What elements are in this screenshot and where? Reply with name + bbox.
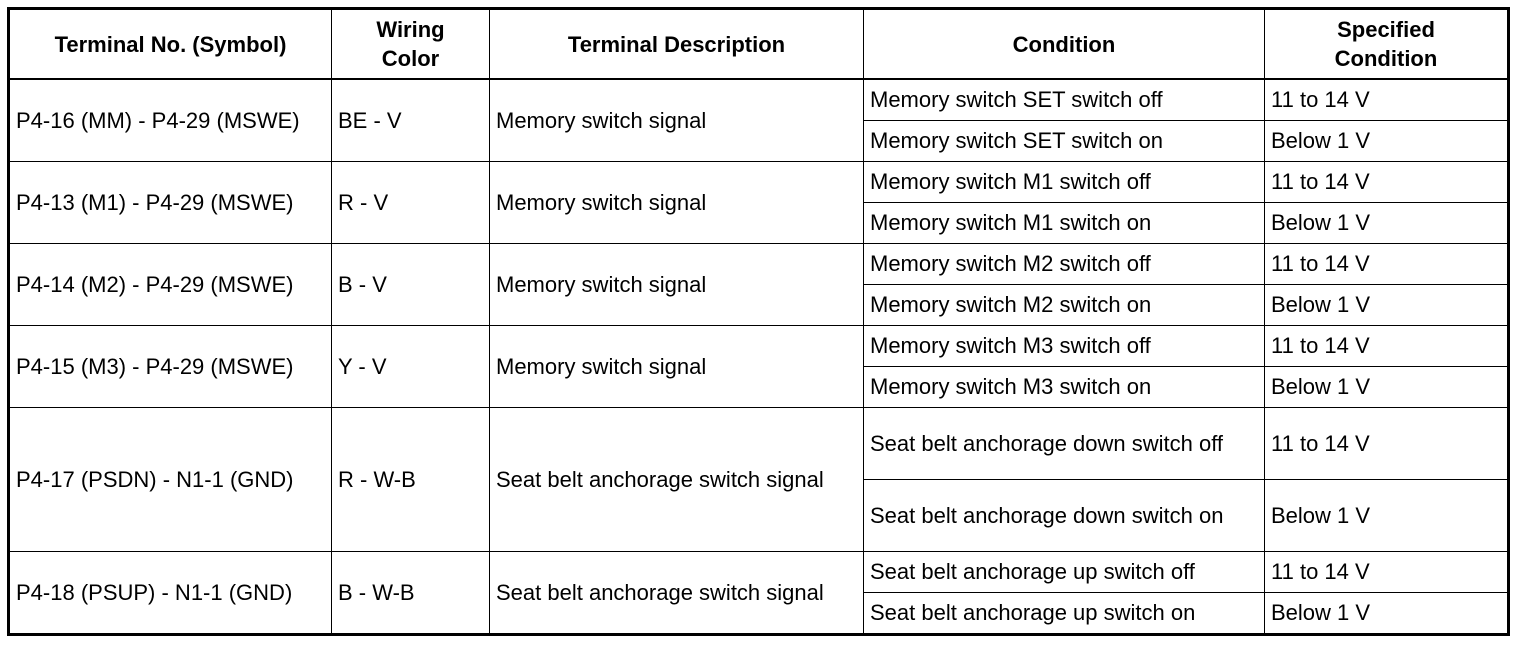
wiring-color-cell: B - V [332,244,490,326]
terminal-spec-table-wrapper [7,7,1510,636]
condition-cell: Memory switch SET switch off [864,79,1265,121]
header-terminal-no: Terminal No. (Symbol) [9,9,332,80]
description-cell: Memory switch signal [490,244,864,326]
condition-cell: Seat belt anchorage down switch off [864,408,1265,480]
table-row [9,552,1509,593]
condition-cell: Memory switch M3 switch on [864,367,1265,408]
terminal-cell: P4-18 (PSUP) - N1-1 (GND) [9,552,332,635]
description-cell: Memory switch signal [490,162,864,244]
description-cell: Seat belt anchorage switch signal [490,408,864,552]
specified-condition-cell: 11 to 14 V [1265,79,1509,121]
terminal-spec-table [7,7,1510,636]
specified-condition-cell: Below 1 V [1265,480,1509,552]
description-cell: Seat belt anchorage switch signal [490,552,864,635]
condition-cell: Memory switch SET switch on [864,121,1265,162]
condition-cell: Seat belt anchorage down switch on [864,480,1265,552]
specified-condition-cell: Below 1 V [1265,593,1509,635]
terminal-cell: P4-15 (M3) - P4-29 (MSWE) [9,326,332,408]
condition-cell: Memory switch M2 switch off [864,244,1265,285]
specified-condition-cell: 11 to 14 V [1265,244,1509,285]
wiring-color-cell: Y - V [332,326,490,408]
wiring-color-cell: R - V [332,162,490,244]
description-cell: Memory switch signal [490,326,864,408]
specified-condition-cell: 11 to 14 V [1265,408,1509,480]
table-row [9,244,1509,285]
condition-cell: Seat belt anchorage up switch on [864,593,1265,635]
table-row [9,162,1509,203]
table-row [9,408,1509,480]
condition-cell: Memory switch M1 switch on [864,203,1265,244]
header-specified-condition: Specified Condition [1265,9,1509,80]
table-row [9,326,1509,367]
condition-cell: Seat belt anchorage up switch off [864,552,1265,593]
terminal-cell: P4-13 (M1) - P4-29 (MSWE) [9,162,332,244]
table-row [9,79,1509,121]
specified-condition-cell: Below 1 V [1265,203,1509,244]
specified-condition-cell: Below 1 V [1265,367,1509,408]
header-wiring-color: Wiring Color [332,9,490,80]
wiring-color-cell: BE - V [332,79,490,162]
condition-cell: Memory switch M2 switch on [864,285,1265,326]
description-cell: Memory switch signal [490,79,864,162]
condition-cell: Memory switch M1 switch off [864,162,1265,203]
header-terminal-description: Terminal Description [490,9,864,80]
terminal-cell: P4-17 (PSDN) - N1-1 (GND) [9,408,332,552]
specified-condition-cell: 11 to 14 V [1265,162,1509,203]
wiring-color-cell: R - W-B [332,408,490,552]
header-row [9,9,1509,80]
header-condition: Condition [864,9,1265,80]
terminal-cell: P4-14 (M2) - P4-29 (MSWE) [9,244,332,326]
specified-condition-cell: 11 to 14 V [1265,552,1509,593]
specified-condition-cell: 11 to 14 V [1265,326,1509,367]
condition-cell: Memory switch M3 switch off [864,326,1265,367]
specified-condition-cell: Below 1 V [1265,285,1509,326]
specified-condition-cell: Below 1 V [1265,121,1509,162]
terminal-cell: P4-16 (MM) - P4-29 (MSWE) [9,79,332,162]
wiring-color-cell: B - W-B [332,552,490,635]
